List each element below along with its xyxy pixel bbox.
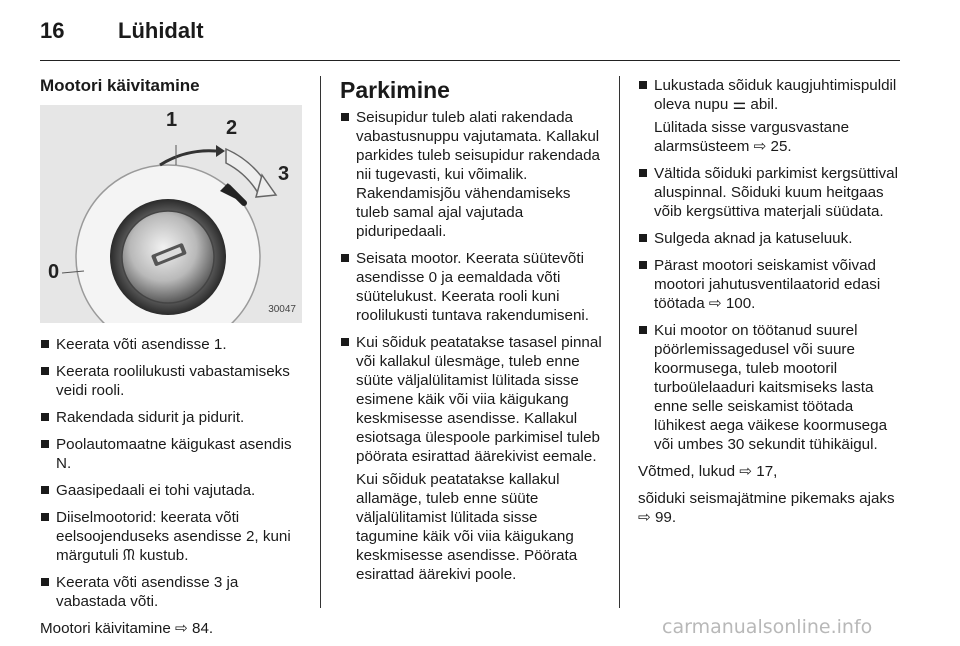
list-item: Keerata võti asendisse 1. (40, 335, 308, 354)
position-label-0: 0 (48, 261, 60, 283)
section-title-engine-start: Mootori käivitamine (40, 76, 200, 95)
watermark: carmanualsonline.info (662, 616, 873, 638)
list-item (638, 256, 902, 313)
ignition-figure (40, 105, 302, 323)
list-item (638, 164, 902, 221)
list-item-text: Lukustada sõiduk kaugjuhtimispuldil oleva nupu ⚌ abil. (654, 77, 897, 113)
list-item: Gaasipedaali ei tohi vajutada. (40, 481, 308, 500)
list-item-text: Seisata mootor. Keerata süütevõti asendisse 0 ja eemaldada võti süütelukust. Keerata rooli kuni roolilukusti tuntava rakendumiseni. (356, 250, 589, 324)
list-item-text: Vältida sõiduki parkimist kergsüttival aluspinnal. Sõiduki kuum heitgaas võib kergsüttiva materjali süüdata. (654, 165, 898, 220)
column-engine-start (40, 76, 308, 646)
figure-number: 30047 (268, 304, 296, 315)
list-item (638, 321, 902, 454)
position-label-3: 3 (278, 163, 290, 185)
list-item-text: Sulgeda aknad ja katuseluuk. (654, 230, 853, 247)
list-item-subparagraph: Lülitada sisse vargusvastane alarmsüsteem ⇨ 25. (654, 119, 850, 155)
position-label-2: 2 (226, 117, 238, 139)
cross-reference[interactable]: Mootori käivitamine ⇨ 84. (40, 620, 214, 637)
column-parking-continued (638, 76, 902, 535)
column-divider-2 (619, 76, 620, 608)
header-rule (40, 60, 900, 61)
list-item (638, 229, 902, 248)
list-item-text: Pärast mootori seiskamist võivad mootori jahutusventilaatorid edasi töötada ⇨ 100. (654, 257, 881, 312)
parking-steps-continued (638, 76, 902, 454)
list-item-text: Kui sõiduk peatatakse tasasel pinnal või kallakul ülesmäge, tuleb enne süüte väljalülitamist lülitada sisse esimene käik või viia käigukang keskmisesse asendisse. Kallakul esiotsaga ülespoole parkimisel tuleb pöörata esirattad äärekivist eemale. (356, 334, 602, 465)
list-item: Keerata võti asendisse 3 ja vabastada võti. (40, 573, 308, 611)
list-item: Keerata roolilukusti vabastamiseks veidi rooli. (40, 362, 308, 400)
chapter-title: Lühidalt (118, 18, 204, 43)
page-header (40, 14, 920, 54)
list-item-text: Seisupidur tuleb alati rakendada vabastusnuppu vajutamata. Kallakul parkides tuleb seisupidur rakendada nii tugevasti, kui võimalik. Rakendamisjõu vähendamiseks tuleb samal ajal vajutada piduripedaali. (356, 109, 601, 240)
position-label-1: 1 (166, 109, 178, 131)
list-item-subparagraph: Kui sõiduk peatatakse kallakul allamäge, tuleb enne süüte väljalülitamist lülitada sisse tagumine käik või viia käigukang keskmisesse asendisse. Pöörata esirattad äärekivi poole. (356, 471, 578, 583)
parking-steps (340, 108, 602, 584)
list-item (340, 108, 602, 241)
list-item: Diiselmootorid: keerata võti eelsoojenduseks asendisse 2, kuni märgutuli ᙏ kustub. (40, 508, 308, 565)
list-item (340, 333, 602, 584)
cross-reference[interactable]: Võtmed, lukud ⇨ 17, (638, 463, 778, 480)
list-item: Rakendada sidurit ja pidurit. (40, 408, 308, 427)
cross-reference[interactable]: sõiduki seismajätmine pikemaks ajaks ⇨ 99. (638, 490, 895, 526)
list-item: Poolautomaatne käigukast asendis N. (40, 435, 308, 473)
engine-start-steps (40, 335, 308, 611)
section-title-parking: Parkimine (340, 77, 450, 103)
list-item (638, 76, 902, 156)
list-item (340, 249, 602, 325)
column-parking (340, 76, 602, 592)
ignition-lock-illustration (40, 105, 302, 323)
column-divider-1 (320, 76, 321, 608)
list-item-text: Kui mootor on töötanud suurel pöörlemissagedusel või suure koormusega, tuleb mootoril turboülelaaduri kaitsmiseks lasta enne selle seiskamist töötada lühikest aega väikese koormusega või umbes 30 sekundit tühikäigul. (654, 322, 888, 453)
page-number: 16 (40, 18, 65, 43)
